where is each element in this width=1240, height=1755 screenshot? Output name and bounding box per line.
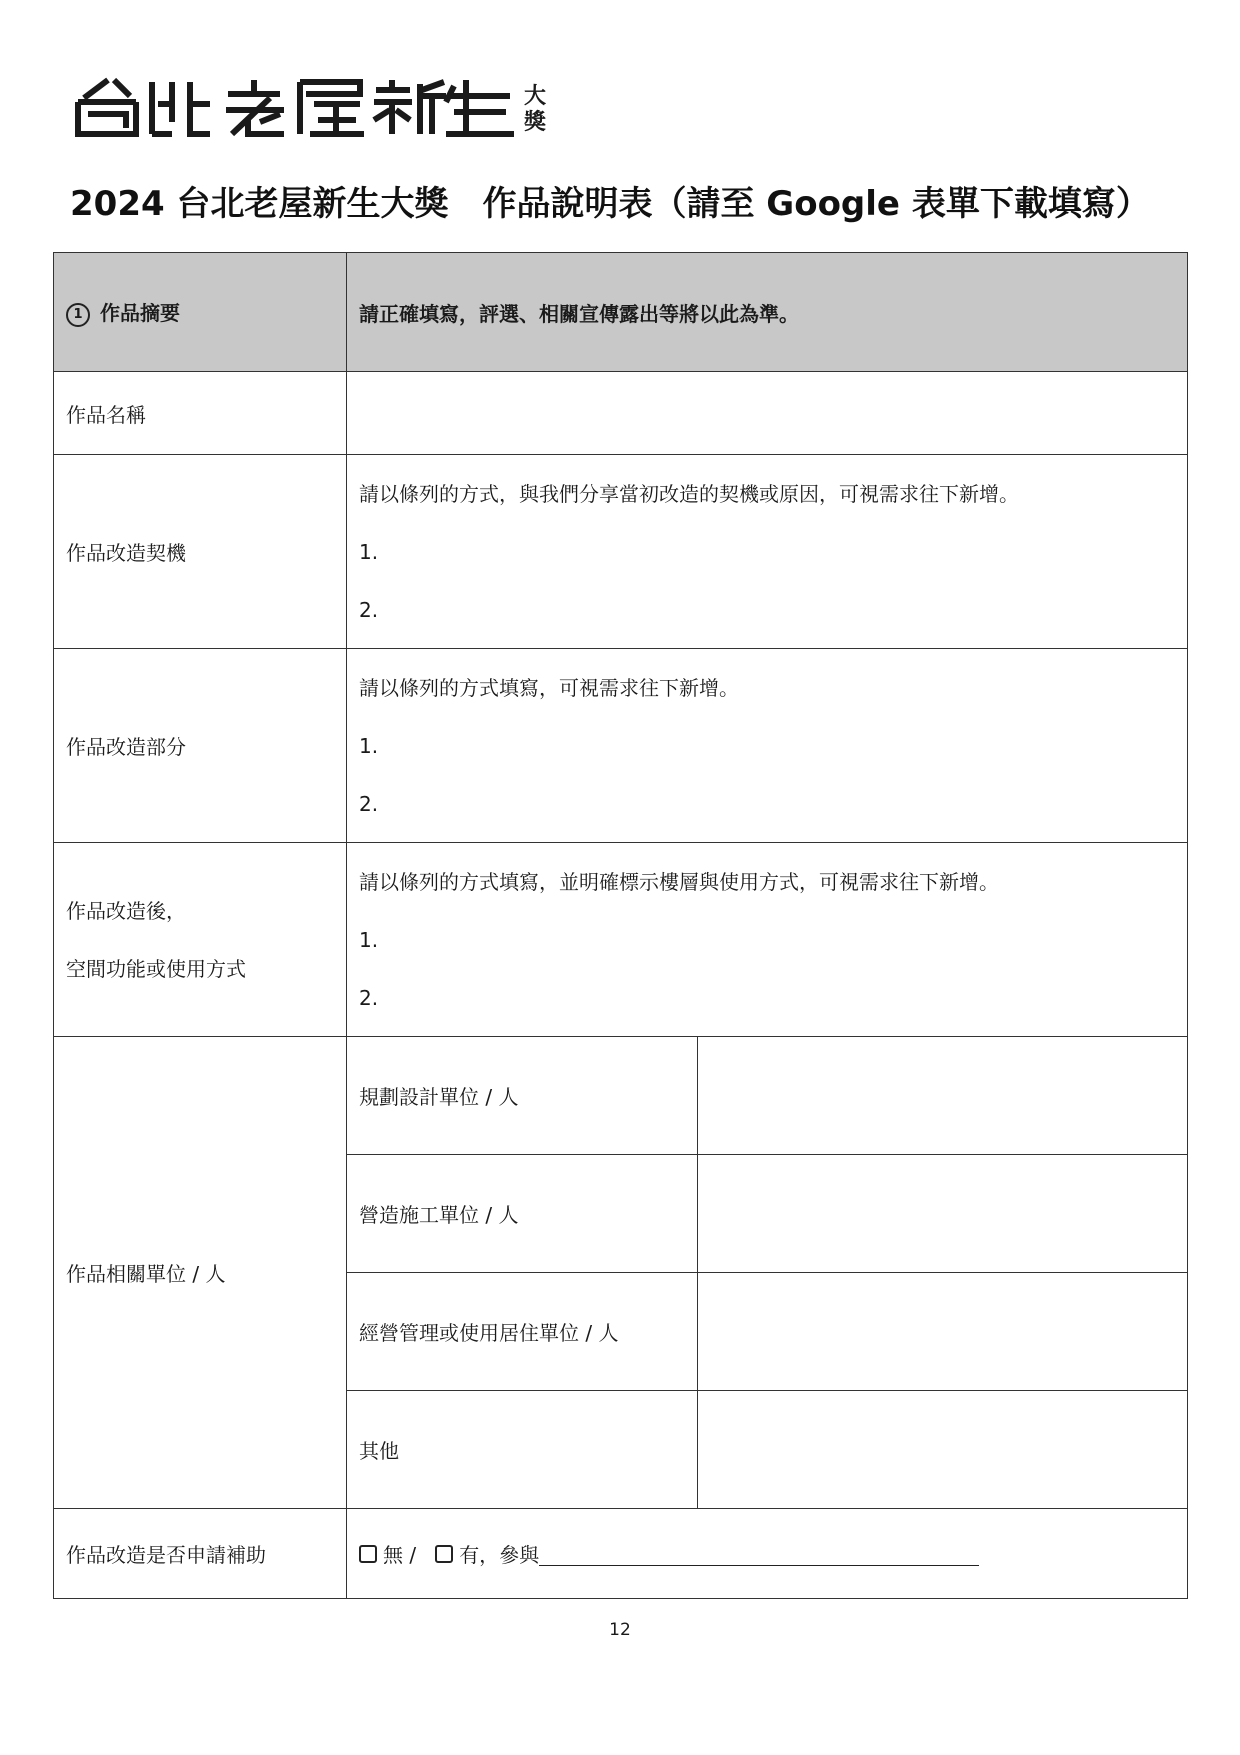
option-yes-subsidy-label: 有，參與 xyxy=(459,1543,540,1567)
motive-item-2: 2. xyxy=(359,597,379,622)
label-subsidy: 作品改造是否申請補助 xyxy=(54,1509,347,1599)
row-renovation-parts xyxy=(54,649,1188,843)
label-related-units: 作品相關單位 / 人 xyxy=(54,1037,347,1509)
label-renovation-motive: 作品改造契機 xyxy=(54,455,347,649)
logo-award-characters xyxy=(524,86,546,138)
label-work-name: 作品名稱 xyxy=(54,372,347,455)
header-left-cell xyxy=(54,253,347,372)
input-management-unit[interactable] xyxy=(698,1273,1188,1391)
award-logo xyxy=(74,76,546,138)
input-other-unit[interactable] xyxy=(698,1391,1188,1509)
page-number: 12 xyxy=(609,1620,631,1640)
checkbox-yes-subsidy[interactable] xyxy=(435,1545,453,1563)
page-title: 2024 台北老屋新生大獎 作品說明表（請至 Google 表單下載填寫） xyxy=(70,184,1150,224)
subsidy-program-blank[interactable] xyxy=(539,1543,979,1566)
header-summary-label: 作品摘要 xyxy=(100,301,180,325)
logo-char-jiang: 獎 xyxy=(524,110,547,135)
label-renovation-parts: 作品改造部分 xyxy=(54,649,347,843)
after-item-2: 2. xyxy=(359,985,379,1010)
row-after-renovation xyxy=(54,843,1188,1037)
label-design-unit: 規劃設計單位 / 人 xyxy=(347,1037,698,1155)
input-after-renovation[interactable] xyxy=(347,843,1188,1037)
label-construction-unit: 營造施工單位 / 人 xyxy=(347,1155,698,1273)
label-management-unit: 經營管理或使用居住單位 / 人 xyxy=(347,1273,698,1391)
label-other-unit: 其他 xyxy=(347,1391,698,1509)
form-header-row xyxy=(54,253,1188,372)
label-after-renovation xyxy=(54,843,347,1037)
after-instruction: 請以條列的方式填寫，並明確標示樓層與使用方式，可視需求往下新增。 xyxy=(359,869,999,894)
circled-number: 1 xyxy=(66,303,90,327)
entry-description-form xyxy=(53,252,1188,1599)
header-note-cell: 請正確填寫，評選、相關宣傳露出等將以此為準。 xyxy=(347,253,1188,372)
after-item-1: 1. xyxy=(359,927,379,952)
input-renovation-motive[interactable] xyxy=(347,455,1188,649)
input-renovation-parts[interactable] xyxy=(347,649,1188,843)
checkbox-no-subsidy[interactable] xyxy=(359,1545,377,1563)
row-work-name xyxy=(54,372,1188,455)
row-renovation-motive xyxy=(54,455,1188,649)
motive-item-1: 1. xyxy=(359,539,379,564)
subsidy-options xyxy=(347,1509,1188,1599)
input-construction-unit[interactable] xyxy=(698,1155,1188,1273)
motive-instruction: 請以條列的方式，與我們分享當初改造的契機或原因，可視需求往下新增。 xyxy=(359,481,1019,506)
label-after-line2: 空間功能或使用方式 xyxy=(66,956,246,981)
parts-item-1: 1. xyxy=(359,733,379,758)
parts-item-2: 2. xyxy=(359,791,379,816)
logo-char-da: 大 xyxy=(524,84,547,109)
row-subsidy xyxy=(54,1509,1188,1599)
parts-instruction: 請以條列的方式填寫，可視需求往下新增。 xyxy=(359,675,739,700)
input-design-unit[interactable] xyxy=(698,1037,1188,1155)
logo-wordmark xyxy=(74,76,514,138)
option-no-subsidy-label: 無 / xyxy=(383,1543,417,1567)
label-after-line1: 作品改造後， xyxy=(66,898,186,923)
input-work-name[interactable] xyxy=(347,372,1188,455)
row-units-design xyxy=(54,1037,1188,1155)
